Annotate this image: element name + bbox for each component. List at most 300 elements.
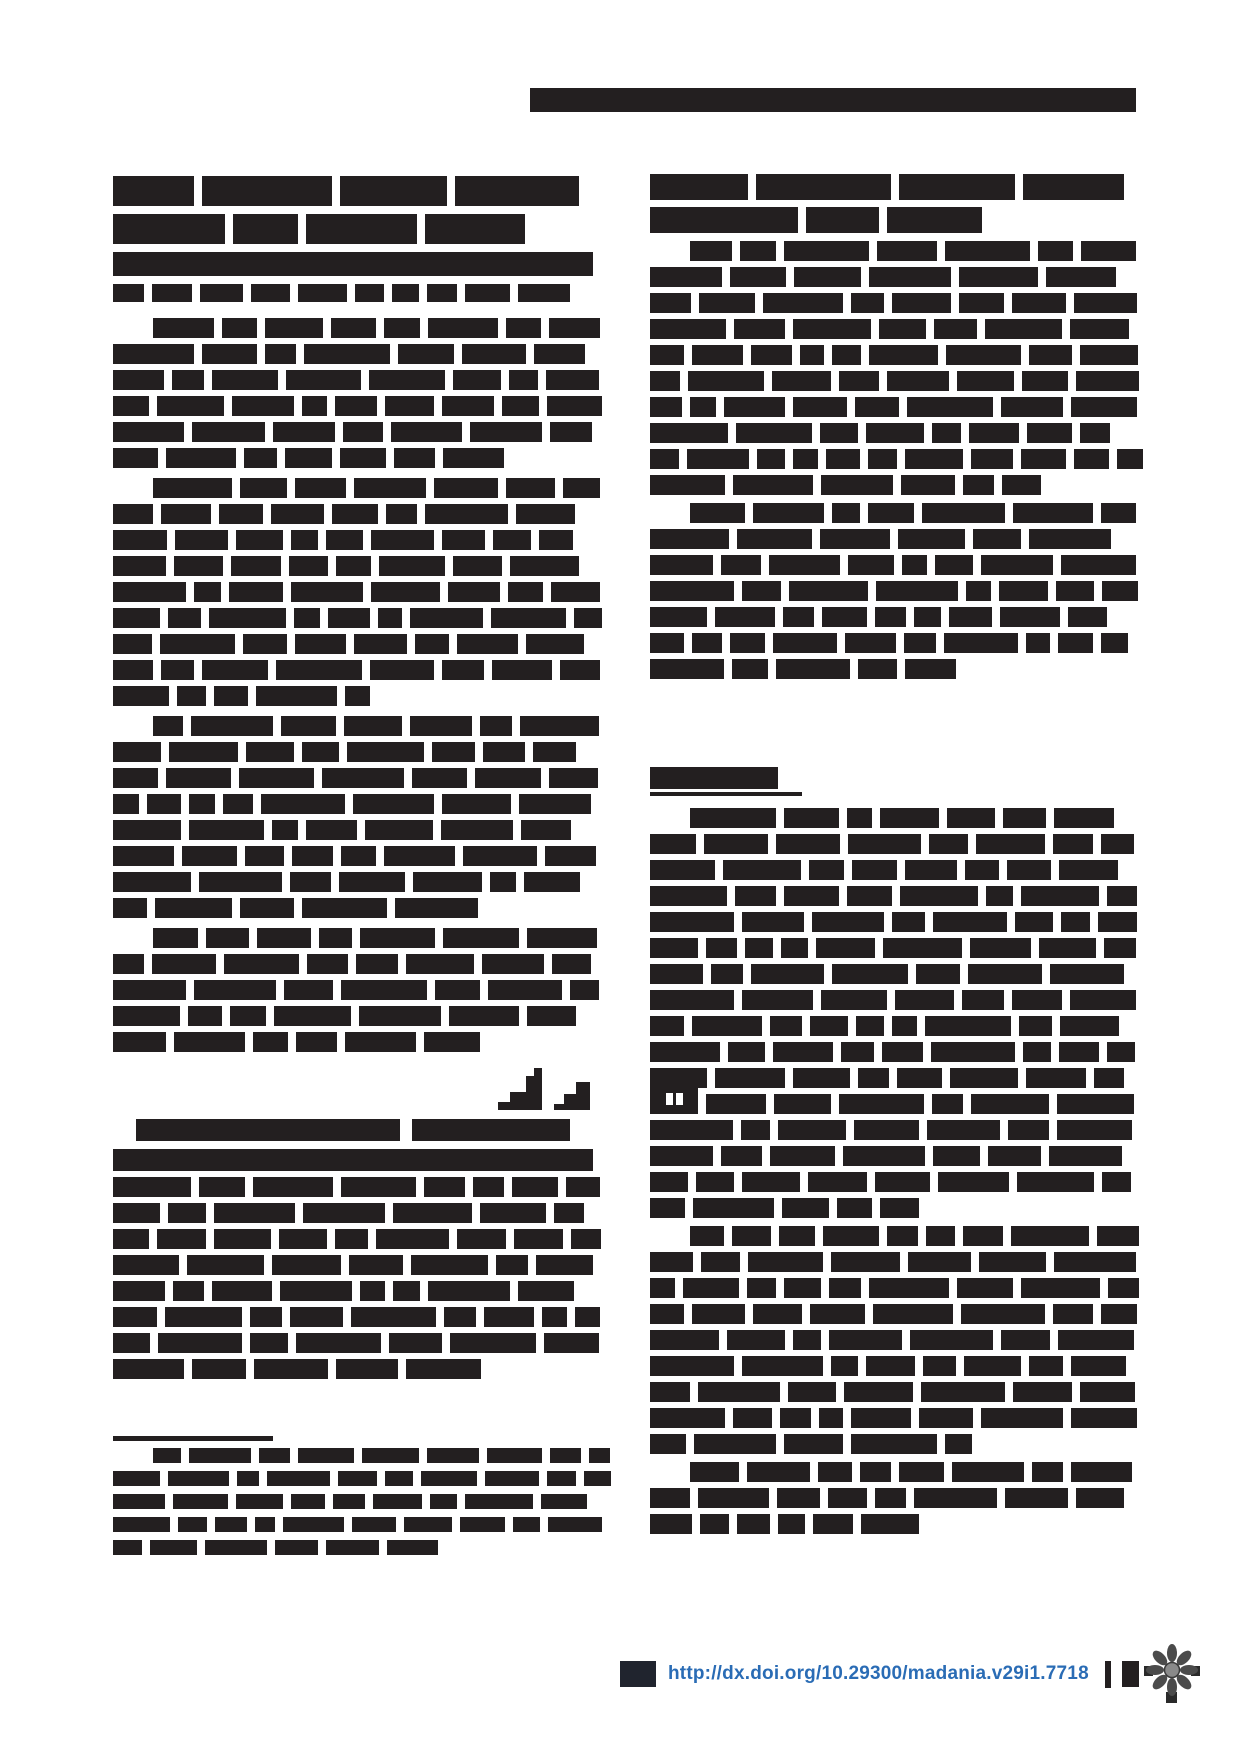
redacted-word <box>209 608 286 628</box>
redacted-word <box>851 1434 937 1454</box>
redacted-word <box>392 284 419 302</box>
redacted-word <box>152 284 192 302</box>
redacted-word <box>178 1517 207 1532</box>
redacted-word <box>1107 1042 1135 1062</box>
redacted-text-line <box>650 1252 1130 1272</box>
redacted-text-line <box>113 820 593 840</box>
redacted-word <box>174 1032 245 1052</box>
redacted-word <box>730 633 765 653</box>
redacted-text-line <box>650 475 1130 495</box>
redacted-word <box>1056 581 1094 601</box>
redacted-word <box>391 422 462 442</box>
redacted-word <box>1017 1172 1094 1192</box>
redacted-word <box>113 1359 184 1379</box>
redacted-text-line <box>113 1494 593 1509</box>
redacted-word <box>113 176 194 206</box>
redacted-word <box>259 1448 290 1463</box>
redacted-word <box>650 267 722 287</box>
redacted-word <box>848 834 921 854</box>
redacted-word <box>394 448 435 468</box>
redacted-word <box>650 1356 734 1376</box>
redacted-word <box>113 820 181 840</box>
redacted-word <box>302 742 339 762</box>
redacted-word <box>158 1333 242 1353</box>
redacted-word <box>1013 503 1093 523</box>
redacted-word <box>706 938 737 958</box>
redacted-word <box>945 241 1030 261</box>
redacted-word <box>484 1307 534 1327</box>
redacted-word <box>650 529 729 549</box>
redacted-word <box>1027 423 1072 443</box>
redacted-word <box>704 834 768 854</box>
redacted-word <box>231 556 281 576</box>
redacted-word <box>442 660 484 680</box>
redacted-word <box>933 912 1007 932</box>
redacted-text-line <box>650 1172 1130 1192</box>
redacted-word <box>233 214 298 244</box>
redacted-word <box>1038 241 1073 261</box>
redacted-word <box>1053 834 1093 854</box>
redacted-word <box>365 820 433 840</box>
redacted-text-line <box>690 1226 1130 1246</box>
redacted-word <box>295 634 346 654</box>
redacted-word <box>897 1068 942 1088</box>
redacted-word <box>462 344 526 364</box>
redacted-word <box>296 1333 381 1353</box>
redacted-word <box>1013 1382 1072 1402</box>
redacted-word <box>1068 607 1107 627</box>
redacted-word <box>650 964 703 984</box>
paragraph-redacted <box>113 928 593 1052</box>
redacted-word <box>341 846 376 866</box>
redacted-word <box>887 371 949 391</box>
redacted-word <box>412 768 467 788</box>
redacted-word <box>563 478 600 498</box>
redacted-word <box>326 530 363 550</box>
redacted-word <box>828 1488 867 1508</box>
redacted-word <box>157 1229 206 1249</box>
redacted-text-line <box>650 938 1130 958</box>
redacted-word <box>999 581 1048 601</box>
redacted-word <box>272 820 298 840</box>
paragraph-redacted <box>650 1462 1130 1534</box>
redacted-word <box>425 214 525 244</box>
redacted-text-line <box>650 990 1130 1010</box>
redacted-word <box>793 1330 821 1350</box>
redacted-word <box>214 1229 271 1249</box>
redacted-word <box>1057 1120 1132 1140</box>
redacted-word <box>173 1281 204 1301</box>
redacted-word <box>519 794 591 814</box>
redacted-word <box>650 834 696 854</box>
redacted-word <box>880 1198 919 1218</box>
redacted-word <box>809 860 844 880</box>
redacted-word <box>650 938 698 958</box>
redacted-word <box>475 768 541 788</box>
redacted-word <box>1029 1356 1063 1376</box>
redacted-word <box>230 1006 266 1026</box>
redacted-word <box>962 990 1004 1010</box>
redacted-text-line <box>650 293 1130 313</box>
redacted-word <box>516 504 575 524</box>
redacted-word <box>1058 633 1093 653</box>
redacted-word <box>512 1177 558 1197</box>
redacted-word <box>969 423 1019 443</box>
redacted-word <box>1032 1462 1063 1482</box>
redacted-word <box>981 555 1053 575</box>
redacted-word <box>904 633 936 653</box>
redacted-word <box>113 1540 142 1555</box>
rosette-ornament-icon <box>1144 1644 1200 1704</box>
redacted-word <box>187 1255 264 1275</box>
redacted-text-line <box>113 608 593 628</box>
redacted-word <box>362 1448 419 1463</box>
redacted-word <box>831 1356 858 1376</box>
left-column <box>113 176 593 1563</box>
redacted-word <box>748 1252 823 1272</box>
redacted-word <box>273 422 335 442</box>
redacted-word <box>200 284 243 302</box>
redacted-word <box>514 1229 563 1249</box>
redacted-word <box>153 1448 181 1463</box>
redacted-word <box>699 293 755 313</box>
redacted-word <box>214 1203 295 1223</box>
redacted-word <box>938 1172 1009 1192</box>
redacted-text-line <box>650 207 1130 233</box>
redacted-word <box>487 1448 542 1463</box>
redacted-word <box>979 1252 1046 1272</box>
redacted-text-line <box>650 1120 1130 1140</box>
redacted-word <box>1101 503 1136 523</box>
redacted-word <box>335 1229 368 1249</box>
redacted-word <box>389 1333 442 1353</box>
redacted-word <box>932 1094 963 1114</box>
redacted-word <box>922 503 1005 523</box>
redacted-word <box>831 1252 900 1272</box>
redacted-text-line <box>650 1382 1130 1402</box>
redacted-text-line <box>113 1281 593 1301</box>
redacted-word <box>1058 1330 1134 1350</box>
redacted-word <box>344 716 402 736</box>
redacted-word <box>737 1514 770 1534</box>
redacted-word <box>427 1448 479 1463</box>
redacted-word <box>650 1304 684 1324</box>
redacted-word <box>650 659 724 679</box>
redacted-word <box>449 1006 519 1026</box>
redacted-word <box>261 794 345 814</box>
redacted-word <box>413 872 482 892</box>
redacted-word <box>450 1333 536 1353</box>
redacted-word <box>113 634 152 654</box>
redacted-word <box>521 820 571 840</box>
redacted-word <box>113 1229 149 1249</box>
redacted-word <box>548 1517 602 1532</box>
redacted-word <box>483 742 525 762</box>
redacted-word <box>931 1042 1015 1062</box>
redacted-word <box>1101 633 1128 653</box>
redacted-word <box>945 1434 972 1454</box>
redacted-word <box>378 608 402 628</box>
redacted-word <box>1071 1356 1126 1376</box>
redacted-word <box>340 448 386 468</box>
redacted-text-line <box>650 964 1130 984</box>
redacted-word <box>343 422 383 442</box>
redacted-word <box>905 449 963 469</box>
redacted-word <box>322 768 404 788</box>
redacted-word <box>331 318 376 338</box>
redacted-word <box>386 504 417 524</box>
redacted-word <box>847 808 872 828</box>
redacted-word <box>339 872 405 892</box>
redacted-word <box>341 1177 416 1197</box>
redacted-text-line <box>113 1517 593 1532</box>
redacted-word <box>858 659 897 679</box>
redacted-word <box>1005 1488 1068 1508</box>
redacted-text-line <box>650 319 1130 339</box>
footer-bar <box>620 1646 1200 1702</box>
redacted-text-line <box>113 1032 593 1052</box>
redacted-text-line <box>113 344 593 364</box>
footnote-separator-rule <box>113 1436 273 1441</box>
redacted-word <box>398 344 454 364</box>
redacted-word <box>360 928 435 948</box>
redacted-word <box>757 449 785 469</box>
redacted-word <box>113 214 225 244</box>
redacted-word <box>113 768 158 788</box>
redacted-word <box>1117 449 1143 469</box>
redacted-word <box>113 1281 165 1301</box>
redacted-word <box>794 267 861 287</box>
redacted-word <box>168 608 201 628</box>
redacted-text-line <box>650 1514 1130 1534</box>
redacted-text-line <box>113 252 593 276</box>
redacted-word <box>549 318 600 338</box>
redacted-text-line <box>650 1330 1130 1350</box>
redacted-word <box>393 1203 472 1223</box>
redacted-word <box>650 860 715 880</box>
redacted-word <box>502 396 539 416</box>
redacted-text-line <box>153 318 593 338</box>
redacted-word <box>256 686 337 706</box>
redacted-word <box>692 1016 762 1036</box>
redacted-text-line <box>650 1434 1130 1454</box>
redacted-word <box>113 1494 165 1509</box>
redacted-word <box>294 608 320 628</box>
redacted-word <box>742 1356 823 1376</box>
redacted-text-line <box>113 660 593 680</box>
redacted-word <box>298 1448 354 1463</box>
redacted-word <box>650 371 680 391</box>
redacted-word <box>919 1408 973 1428</box>
redacted-word <box>410 716 472 736</box>
redacted-word <box>892 912 925 932</box>
redacted-word <box>463 846 537 866</box>
redacted-word <box>457 634 518 654</box>
redacted-text-line <box>650 659 1130 679</box>
redacted-word <box>338 1471 377 1486</box>
redacted-word <box>1046 267 1116 287</box>
redacted-word <box>513 1517 540 1532</box>
redacted-word <box>206 928 249 948</box>
redacted-word <box>1098 912 1137 932</box>
redacted-word <box>243 634 287 654</box>
redacted-word <box>848 555 894 575</box>
redacted-word <box>306 820 357 840</box>
redacted-text-line <box>113 846 593 866</box>
redacted-word <box>650 912 734 932</box>
redacted-text-line <box>113 742 593 762</box>
redacted-word <box>480 1203 546 1223</box>
redacted-word <box>950 1068 1018 1088</box>
redacted-word <box>784 808 839 828</box>
redacted-word <box>281 716 336 736</box>
redacted-word <box>219 504 263 524</box>
redacted-word <box>457 1229 506 1249</box>
redacted-word <box>406 1359 481 1379</box>
redacted-word <box>793 1068 850 1088</box>
signature-glyph <box>113 1064 593 1110</box>
redacted-word <box>113 1177 191 1197</box>
redacted-word <box>150 1540 197 1555</box>
redacted-text-line <box>113 396 593 416</box>
redacted-text-line <box>650 912 1130 932</box>
redacted-text-line <box>650 886 1130 906</box>
redacted-word <box>113 530 167 550</box>
redacted-word <box>756 174 891 200</box>
redacted-word <box>488 980 562 1000</box>
redacted-word <box>482 954 544 974</box>
redacted-word <box>351 1307 436 1327</box>
redacted-word <box>285 448 332 468</box>
paragraph-redacted <box>113 478 593 706</box>
redacted-word <box>650 174 748 200</box>
redacted-word <box>189 820 264 840</box>
redacted-word <box>384 846 455 866</box>
redacted-word <box>1049 1146 1122 1166</box>
redacted-word <box>692 345 743 365</box>
redacted-word <box>113 252 593 276</box>
doi-link[interactable]: http://dx.doi.org/10.29300/madania.v29i1.7718 <box>668 1663 1089 1684</box>
redacted-word <box>188 1006 222 1026</box>
redacted-word <box>875 1488 906 1508</box>
redacted-word <box>851 293 884 313</box>
redacted-word <box>921 1382 1005 1402</box>
redacted-word <box>1026 633 1050 653</box>
redacted-word <box>160 634 235 654</box>
redacted-word <box>267 1471 330 1486</box>
redacted-word <box>518 284 570 302</box>
redacted-text-line <box>650 633 1130 653</box>
redacted-word <box>971 449 1013 469</box>
doi-square-mark <box>620 1661 656 1687</box>
redacted-word <box>690 241 732 261</box>
redacted-word <box>745 938 773 958</box>
redacted-word <box>706 1094 766 1114</box>
redacted-word <box>341 980 427 1000</box>
redacted-word <box>566 1177 600 1197</box>
redacted-word <box>319 928 352 948</box>
redacted-word <box>1060 1016 1119 1036</box>
redacted-word <box>694 1434 776 1454</box>
redacted-word <box>690 1226 724 1246</box>
redacted-word <box>852 860 897 880</box>
redacted-word <box>194 582 221 602</box>
redacted-word <box>711 964 743 984</box>
redacted-word <box>545 846 596 866</box>
redacted-word <box>1071 1408 1137 1428</box>
redacted-word <box>949 607 992 627</box>
redacted-word <box>113 448 158 468</box>
redacted-word <box>524 872 580 892</box>
redacted-word <box>189 794 215 814</box>
redacted-text-line <box>113 1177 593 1197</box>
redacted-word <box>1023 1042 1051 1062</box>
redacted-word <box>430 1494 457 1509</box>
redacted-word <box>873 1304 953 1324</box>
redacted-word <box>735 886 776 906</box>
inline-boxed-glyph <box>650 1084 698 1114</box>
redacted-word <box>892 1016 917 1036</box>
redacted-word <box>866 1356 915 1376</box>
redacted-word <box>253 1032 288 1052</box>
redacted-word <box>856 1016 884 1036</box>
redacted-text-line <box>113 1149 593 1171</box>
redacted-word <box>589 1448 610 1463</box>
redacted-word <box>781 938 808 958</box>
redacted-text-line <box>690 1462 1130 1482</box>
redacted-word <box>113 898 147 918</box>
redacted-word <box>773 633 837 653</box>
redacted-word <box>448 582 500 602</box>
redacted-word <box>113 1333 150 1353</box>
redacted-word <box>295 478 346 498</box>
redacted-word <box>113 1006 180 1026</box>
redacted-word <box>773 1042 833 1062</box>
redacted-word <box>274 1006 351 1026</box>
redacted-word <box>168 1203 206 1223</box>
redacted-text-line <box>113 1229 593 1249</box>
redacted-word <box>290 872 331 892</box>
redacted-word <box>843 1146 925 1166</box>
redacted-word <box>161 504 211 524</box>
redacted-word <box>306 214 417 244</box>
redacted-word <box>113 1471 160 1486</box>
redacted-word <box>113 846 174 866</box>
redacted-word <box>715 1068 785 1088</box>
redacted-word <box>650 581 734 601</box>
redacted-word <box>793 397 847 417</box>
redacted-word <box>113 954 144 974</box>
redacted-word <box>546 370 599 390</box>
redacted-word <box>1102 1172 1131 1192</box>
redacted-word <box>257 928 311 948</box>
redacted-word <box>723 860 801 880</box>
redacted-word <box>113 742 161 762</box>
redacted-word <box>465 1494 533 1509</box>
redacted-text-line <box>113 1333 593 1353</box>
redacted-word <box>784 1434 843 1454</box>
redacted-word <box>823 1226 879 1246</box>
redacted-word <box>832 964 908 984</box>
redacted-word <box>650 1198 685 1218</box>
signature-glyph <box>113 1064 593 1110</box>
redacted-word <box>690 397 716 417</box>
redacted-word <box>302 898 387 918</box>
redacted-word <box>929 834 968 854</box>
redacted-word <box>861 1514 919 1534</box>
redacted-word <box>1001 397 1063 417</box>
redacted-word <box>199 872 282 892</box>
